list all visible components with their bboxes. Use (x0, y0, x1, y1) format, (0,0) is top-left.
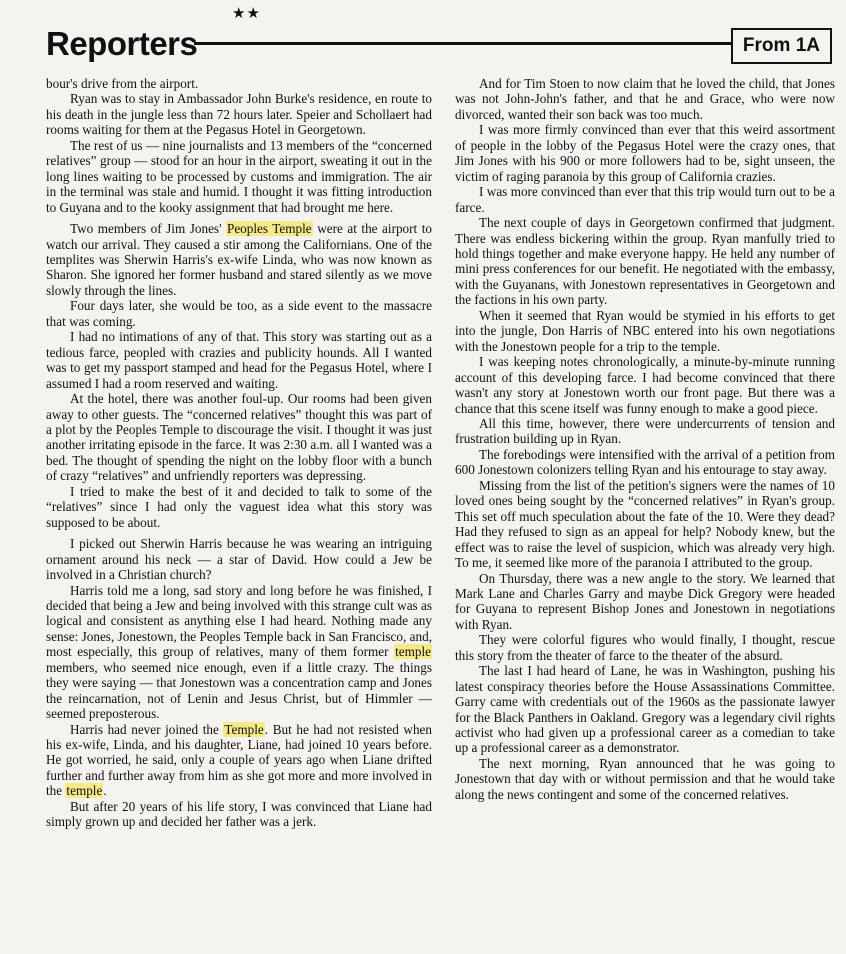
text-run: Two members of Jim Jones' (70, 221, 226, 237)
article-paragraph (46, 329, 432, 391)
text-run: On Thursday, there was a new angle to the story. We learned that Mark Lane and Charles Garry and maybe Dick Gregory were headed for Guyana to represent Bishop Jones and Jonestown in negotiations with Ryan. (455, 570, 835, 632)
text-run: Ryan was to stay in Ambassador John Burke's residence, en route to his death in the jungle less than 72 hours later. Speier and Schollaert had rooms waiting for them at the Pegasus Hotel in Georgetown. (46, 91, 432, 138)
kicker-title: Reporters (46, 25, 198, 62)
text-run: And for Tim Stoen to now claim that he loved the child, that Jones was not John-John's father, and that he and Grace, who were now divorced, wanted their son back was too much. (455, 76, 835, 122)
text-run: At the hotel, there was another foul-up. Our rooms had been given away to other guests. The “concerned relatives” thought this was part of a plot by the Peoples Temple to discourage the visit. I thought it was just another irritating episode in the farce. It was 2:30 a.m. all I wanted was a bed. The thought of spending the night on the lobby floor with a bunch of crazy “relatives” and unfriendly reporters was depressing. (46, 391, 432, 484)
article-paragraph (455, 571, 835, 633)
text-run: . But he had not resisted when his ex-wife, Linda, and his daughter, Liane, had joined 10 years before. He got worried, he said, only a couple of years ago when Liane drifted further and further away from him as she got more and more involved in the (46, 721, 432, 799)
text-run: I picked out Sherwin Harris because he was wearing an intriguing ornament around his neck — a star of David. How could a Jew be involved in a Christian church? (46, 536, 432, 583)
text-run: Four days later, she would be too, as a side event to the massacre that was coming. (46, 298, 432, 329)
article-paragraph (46, 391, 432, 484)
article-paragraph (46, 221, 432, 298)
text-run: members, who seemed nice enough, even if a little crazy. The things they were saying — that Jonestown was a concentration camp and Jones the reincarnation, not of Lenin and Jesus Christ, but of Himmler — seemed preposterous. (46, 659, 432, 722)
text-run: The next morning, Ryan announced that he was going to Jonestown that day with or without permission and that he would take along the news contingent and some of the concerned relatives. (455, 755, 835, 802)
text-run: The rest of us — nine journalists and 13 members of the “concerned relatives” group — stood for an hour in the airport, sweating it out in the long lines waiting to be processed by customs and immigration. The air in the terminal was stale and humid. I thought it was fitting introduction to Guyana and to the kooky assignment that had brought me here. (46, 137, 432, 215)
text-run: I tried to make the best of it and decided to talk to some of the “relatives” since I had only the vaguest idea what this story was supposed to be about. (46, 483, 432, 530)
text-run: I was keeping notes chronologically, a minute-by-minute running account of this developing farce. I had become convinced that there wasn't any story at Jonestown worth our front page. But there was a chance that this scene itself was funny enough to make a good piece. (455, 354, 835, 416)
article-paragraph (455, 756, 835, 802)
text-run: I was more firmly convinced than ever that this weird assortment of people in the lobby of the Pegasus Hotel were the crazy ones, that Jim Jones with his 900 or more followers had to be, sight unseen, the victim of raging paranoia by this group of California crazies. (455, 122, 835, 184)
article-paragraph (46, 536, 432, 582)
article-paragraph (455, 663, 835, 756)
text-run: bour's drive from the airport. (46, 76, 199, 91)
text-run: were at the airport to watch our arrival. They caused a stir among the Californians. One of the templites was Sherwin Harris's ex-wife Linda, who was now known as Sharon. She ignored her former husband and stared silently as we move slowly through the lines. (46, 221, 432, 298)
article-paragraph (46, 583, 432, 722)
article-paragraph (46, 799, 432, 830)
article-paragraph (455, 416, 835, 447)
article-paragraph (455, 632, 835, 663)
search-highlight: Temple (224, 721, 264, 737)
text-run: They were colorful figures who would finally, I thought, rescue this story from the theater of farce to the theater of the absurd. (455, 632, 835, 663)
text-run: Harris had never joined the (70, 721, 224, 737)
text-run: I had no intimations of any of that. This story was starting out as a tedious farce, peopled with crazies and publicity hounds. All I wanted was to get my passport stamped and head for the Pegasus Hotel, where I assumed I had a room reserved and waiting. (46, 329, 432, 391)
article-column-right (455, 76, 835, 802)
text-run: I was more convinced than ever that this trip would turn out to be a farce. (455, 184, 835, 215)
article-paragraph (455, 122, 835, 184)
article-paragraph (455, 308, 835, 354)
rating-stars: ★★ (232, 4, 261, 22)
text-run: . (103, 783, 107, 799)
header-rule (194, 42, 740, 45)
article-paragraph (455, 447, 835, 478)
text-run: Harris told me a long, sad story and long before he was finished, I decided that being a Jew and being involved with this strange cult was as logical and consistent as anything else I had heard. Nothing made any sense: Jones, Jonestown, the Peoples Temple back in San Francisco, and, most especially, this group of relatives, many of them former (46, 582, 432, 660)
search-highlight: Peoples Temple (226, 221, 312, 237)
article-paragraph (46, 722, 432, 799)
article-paragraph (46, 91, 432, 137)
text-run: Missing from the list of the petition's signers were the names of 10 loved ones being sought by the “concerned relatives” in Ryan's group. This set off much speculation about the fate of the 10. Were they dead? Had they refused to sign as an appeal for help? Nobody knew, but the effect was to raise the level of suspicion, which was already very high. To me, it seemed like more of the paranoia I attributed to the group. (455, 477, 835, 571)
section-header (46, 22, 832, 66)
article-paragraph (455, 184, 835, 215)
text-run: But after 20 years of his life story, I was convinced that Liane had simply grown up and decided her father was a jerk. (46, 798, 432, 830)
article-column-left (46, 76, 432, 830)
article-paragraph (46, 484, 432, 530)
jump-box: From 1A (731, 28, 832, 64)
article-paragraph (455, 478, 835, 571)
text-run: All this time, however, there were undercurrents of tension and frustration building up in Ryan. (455, 415, 835, 447)
text-run: The last I had heard of Lane, he was in Washington, pushing his latest conspiracy theories before the House Assassinations Committee. Garry came with credentials out of the 1960s as the passionate lawyer for the Black Panthers in Oakland. Gregory was a legendary civil rights activist who had given up a professional career as a comedian to take up a professional career as a demonstrator. (455, 663, 835, 756)
article-paragraph (46, 298, 432, 329)
article-paragraph (455, 354, 835, 416)
text-run: The forebodings were intensified with the arrival of a petition from 600 Jonestown colonizers telling Ryan and his entourage to stay away. (455, 446, 835, 478)
search-highlight: temple (66, 783, 103, 799)
article-paragraph (46, 138, 432, 215)
text-run: The next couple of days in Georgetown confirmed that judgment. There was endless bickering within the group. Ryan manfully tried to hold things together and make everyone happy. He held any number of mini press conferences for our benefit. He negotiated with the embassy, with the Guyanans, with Jonestown representatives in Georgetown and the factions in his own party. (455, 215, 835, 308)
article-paragraph (455, 76, 835, 122)
text-run: When it seemed that Ryan would be stymied in his efforts to get into the jungle, Don Harris of NBC entered into his own negotiations with the Jonestown people for a trip to the temple. (455, 307, 835, 354)
article-paragraph (46, 76, 432, 91)
search-highlight: temple (395, 644, 431, 660)
article-paragraph (455, 215, 835, 308)
